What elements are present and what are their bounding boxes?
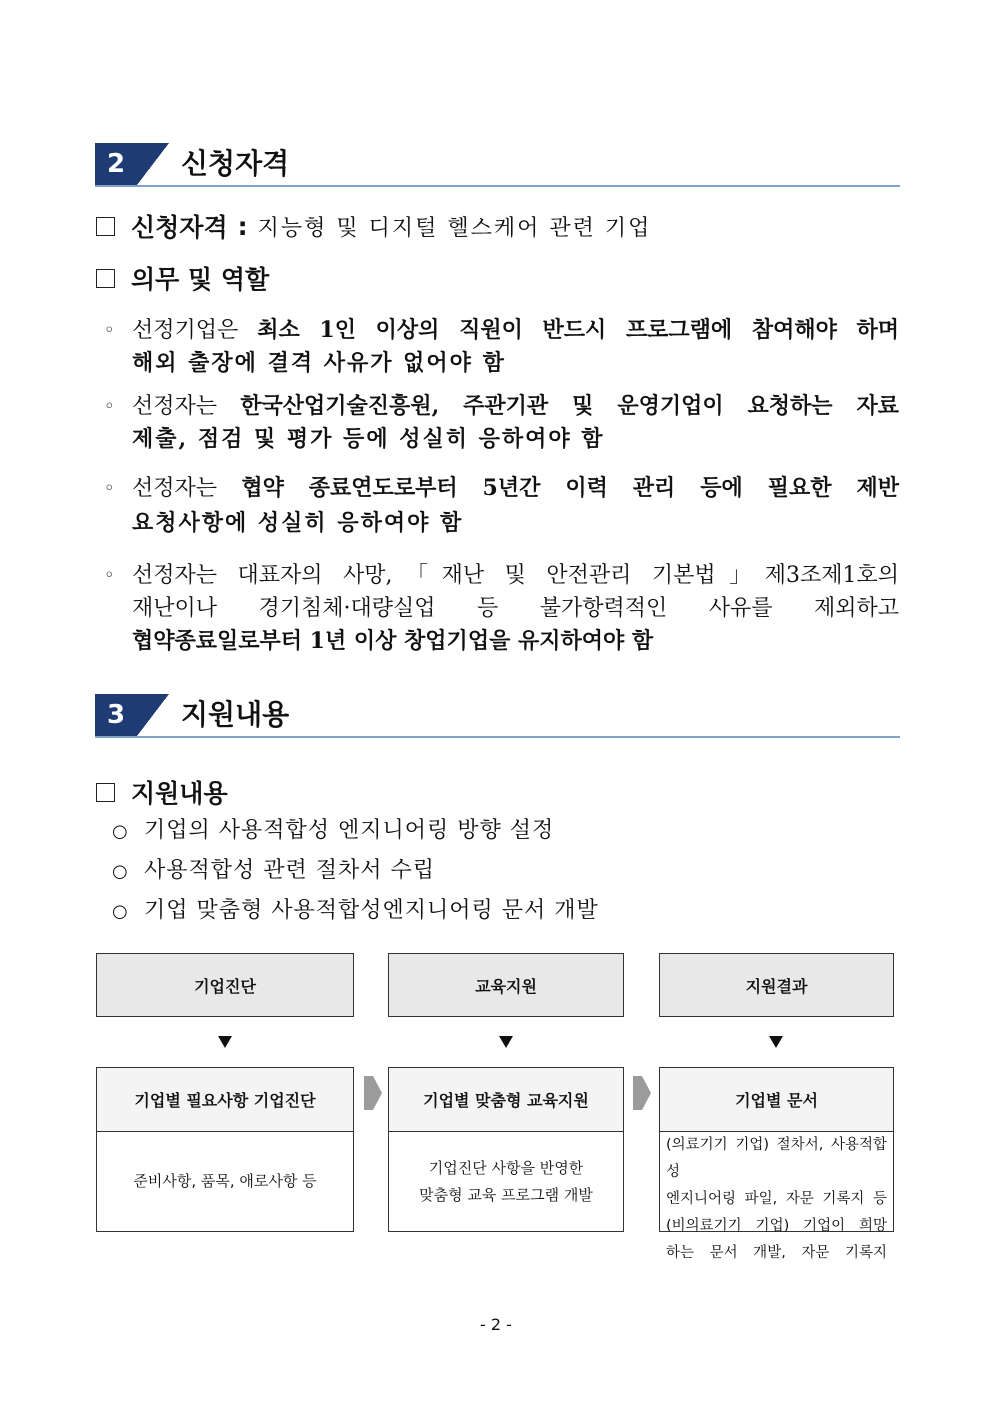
duty-text: 선정기업은 [132, 318, 239, 343]
support-item-2 [112, 853, 435, 884]
detail-text: (의료기기 기업) 절차서, 사용적합성 [666, 1137, 887, 1180]
detail-head-diagnosis: 기업별 필요사항 기업진단 [96, 1067, 354, 1132]
chevron-right-icon [364, 1076, 382, 1110]
bullet-mark: ◦ [104, 565, 115, 586]
duty-item-2 [104, 390, 899, 456]
duty-text-bold: 협약 종료연도로부터 5년간 이력 관리 등에 필요한 제반 [241, 475, 899, 501]
duty-text: 선정자는 대표자의 사망,「재난 및 안전관리 기본법」제3조제1호의 [132, 563, 899, 588]
duty-text-bold: 한국산업기술진흥원, 주관기관 및 운영기업이 요청하는 자료 [240, 393, 899, 419]
header-slant-decoration [137, 143, 169, 185]
stage-box-result: 지원결과 [659, 953, 894, 1017]
duty-text-bold: 협약종료일로부터 1년 이상 창업기업을 유지하여야 함 [132, 628, 654, 654]
eligibility-label: 신청자격 [131, 213, 228, 242]
detail-head-education: 기업별 맞춤형 교육지원 [388, 1067, 624, 1132]
duty-item-4 [104, 559, 899, 658]
detail-body-education [388, 1131, 624, 1232]
bullet-mark: ○ [112, 901, 129, 922]
down-arrow-icon [769, 1036, 783, 1048]
detail-text: 엔지니어링 파일, 자문 기록지 등 [666, 1191, 887, 1207]
down-arrow-icon [499, 1036, 513, 1048]
eligibility-colon: : [237, 211, 248, 241]
detail-text: 기업진단 사항을 반영한 [428, 1158, 584, 1177]
header-rule [95, 185, 900, 187]
duty-text-bold: 제출, 점검 및 평가 등에 성실히 응하여야 함 [132, 426, 605, 452]
detail-text: (비의료기기 기업) 기업이 희망 [666, 1218, 887, 1234]
support-item-3 [112, 893, 599, 924]
support-text: 사용적합성 관련 절차서 수립 [144, 858, 436, 883]
support-label: 지원내용 [131, 779, 228, 808]
stage-box-diagnosis: 기업진단 [96, 953, 354, 1017]
section-number: 3 [95, 694, 137, 736]
detail-body-result [659, 1131, 894, 1261]
stage-box-education: 교육지원 [388, 953, 624, 1017]
duty-item-1 [104, 314, 899, 380]
chevron-right-icon [633, 1076, 651, 1110]
duties-label: 의무 및 역할 [131, 265, 270, 294]
detail-head-result: 기업별 문서 [659, 1067, 894, 1132]
detail-text: 맞춤형 교육 프로그램 개발 [419, 1185, 593, 1204]
checkbox-icon [96, 217, 115, 236]
duty-text-bold: 해외 출장에 결격 사유가 없어야 함 [132, 350, 506, 376]
eligibility-heading [96, 208, 651, 244]
checkbox-icon [96, 783, 115, 802]
duty-text: 재난이나 경기침체·대량실업 등 불가항력적인 사유를 제외하고 [132, 596, 899, 621]
page-number: - 2 - [480, 1315, 512, 1334]
duties-heading [96, 260, 269, 296]
section-title: 지원내용 [181, 698, 290, 731]
duty-item-3 [104, 472, 899, 540]
down-arrow-icon [218, 1036, 232, 1048]
support-heading [96, 774, 228, 810]
bullet-mark: ○ [112, 821, 129, 842]
header-rule [95, 736, 900, 738]
bullet-mark: ◦ [104, 478, 115, 499]
support-text: 기업 맞춤형 사용적합성엔지니어링 문서 개발 [144, 898, 599, 923]
duty-text: 선정자는 [132, 394, 218, 419]
eligibility-text: 지능형 및 디지털 헬스케어 관련 기업 [257, 215, 652, 241]
detail-text: 하는 문서 개발, 자문 기록지 [666, 1245, 887, 1261]
detail-body-diagnosis [96, 1131, 354, 1232]
bullet-mark: ◦ [104, 396, 115, 417]
duty-text-bold: 최소 1인 이상의 직원이 반드시 프로그램에 참여해야 하며 [257, 317, 899, 343]
section-number: 2 [95, 143, 137, 185]
duty-text-bold: 요청사항에 성실히 응하여야 함 [132, 510, 464, 536]
bullet-mark: ○ [112, 861, 129, 882]
section-2-header [95, 143, 900, 189]
section-3-header [95, 694, 900, 740]
section-title: 신청자격 [181, 147, 290, 180]
header-slant-decoration [137, 694, 169, 736]
support-text: 기업의 사용적합성 엔지니어링 방향 설정 [144, 818, 555, 843]
duty-text: 선정자는 [132, 476, 218, 501]
bullet-mark: ◦ [104, 320, 115, 341]
checkbox-icon [96, 269, 115, 288]
detail-text: 준비사항, 품목, 애로사항 등 [133, 1172, 317, 1190]
support-item-1 [112, 813, 554, 844]
